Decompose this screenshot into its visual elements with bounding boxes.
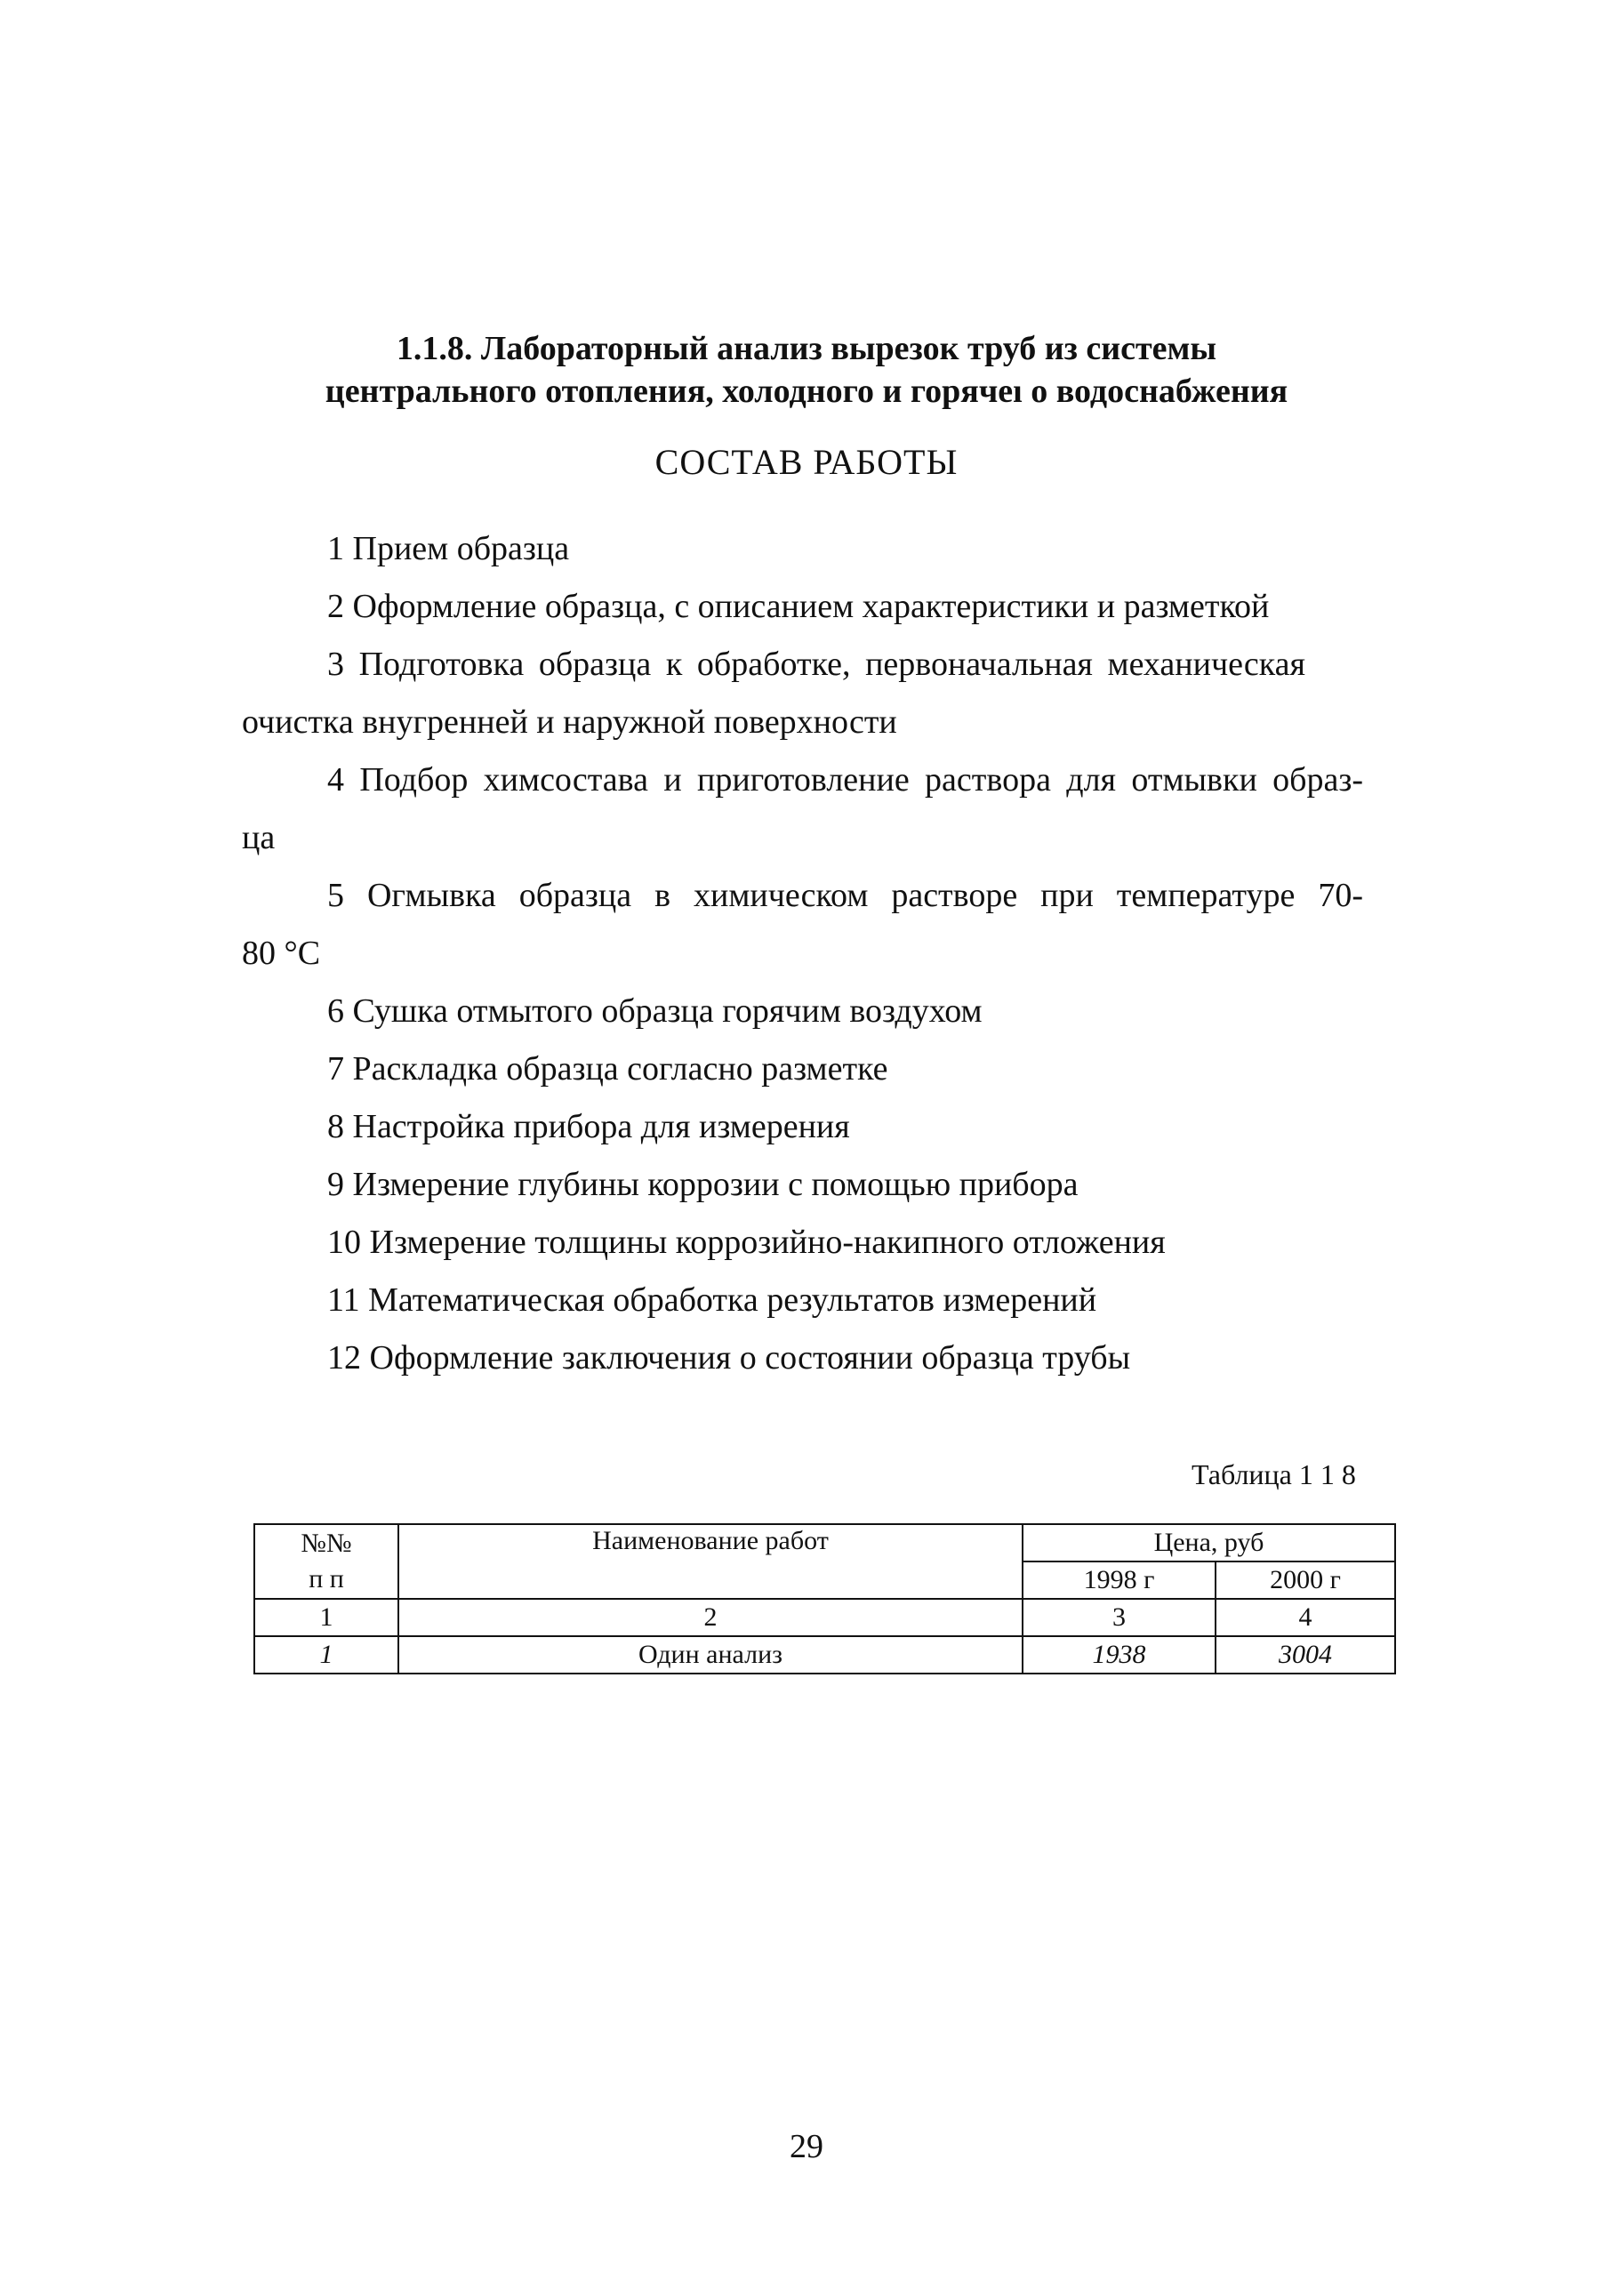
header-name-cell: Наименование работ bbox=[398, 1524, 1023, 1599]
page-number: 29 bbox=[790, 2128, 823, 2165]
table-caption: Таблица 1 1 8 bbox=[1192, 1458, 1356, 1490]
header-number-cell bbox=[254, 1524, 398, 1599]
list-item: 8 Настройка прибора для измерения bbox=[327, 1108, 850, 1145]
row-name: Один анализ bbox=[398, 1636, 1023, 1674]
row-number: 1 bbox=[254, 1636, 398, 1674]
header-year-2000: 2000 г bbox=[1216, 1561, 1395, 1599]
list-item: 4 Подбор химсостава и приготовление раствора для отмывки образ- bbox=[327, 761, 1363, 799]
header-price-cell: Цена, руб bbox=[1023, 1524, 1395, 1561]
price-table bbox=[253, 1523, 1396, 1674]
row-price-1998: 1938 bbox=[1023, 1636, 1216, 1674]
list-item: 1 Прием образца bbox=[327, 530, 570, 567]
table-colnum-row bbox=[254, 1599, 1395, 1636]
colnum-cell: 4 bbox=[1216, 1599, 1395, 1636]
header-number-line-1: №№ bbox=[301, 1529, 352, 1558]
list-item: 10 Измерение толщины коррозийно-накипного отложения bbox=[327, 1224, 1166, 1261]
table-row bbox=[254, 1636, 1395, 1674]
row-price-2000: 3004 bbox=[1216, 1636, 1395, 1674]
list-item: 2 Оформление образца, с описанием характеристики и разметкой bbox=[327, 588, 1270, 625]
table-header-row bbox=[254, 1524, 1395, 1561]
header-year-1998: 1998 г bbox=[1023, 1561, 1216, 1599]
header-number-line-2: п п bbox=[309, 1564, 344, 1594]
list-item-continuation: очистка внугренней и наружной поверхности bbox=[242, 703, 897, 741]
heading-line-2: центрального отопления, холодного и горячеı о водоснабжения bbox=[325, 373, 1288, 410]
list-item-continuation: 80 °С bbox=[242, 935, 321, 972]
list-item: 3 Подготовка образца к обработке, первоначальная механическая bbox=[327, 646, 1305, 683]
list-item: 9 Измерение глубины коррозии с помощью прибора bbox=[327, 1166, 1079, 1203]
list-item: 12 Оформление заключения о состоянии образца трубы bbox=[327, 1339, 1131, 1377]
list-item: 11 Математическая обработка результатов измерений bbox=[327, 1281, 1097, 1319]
colnum-cell: 1 bbox=[254, 1599, 398, 1636]
section-heading bbox=[0, 327, 1613, 413]
list-item: 5 Огмывка образца в химическом растворе при температуре 70- bbox=[327, 877, 1363, 914]
colnum-cell: 3 bbox=[1023, 1599, 1216, 1636]
list-item: 6 Сушка отмытого образца горячим воздухом bbox=[327, 992, 983, 1030]
list-item-continuation: ца bbox=[242, 819, 276, 856]
work-composition-title: СОСТАВ РАБОТЫ bbox=[654, 442, 959, 482]
colnum-cell: 2 bbox=[398, 1599, 1023, 1636]
list-item: 7 Раскладка образца согласно разметке bbox=[327, 1050, 888, 1088]
heading-line-1: 1.1.8. Лабораторный анализ вырезок труб из системы bbox=[396, 330, 1217, 367]
